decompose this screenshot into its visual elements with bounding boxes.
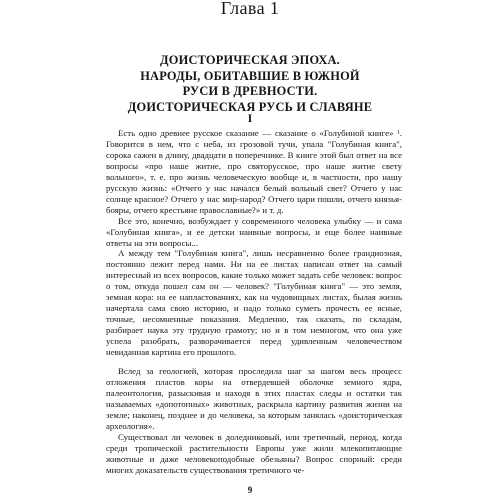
heading-line: РУСИ В ДРЕВНОСТИ. bbox=[182, 84, 318, 98]
chapter-title: Глава 1 bbox=[220, 0, 280, 18]
page-number: 9 bbox=[247, 485, 253, 495]
heading-line: ДОИСТОРИЧЕСКАЯ РУСЬ И СЛАВЯНЕ bbox=[127, 99, 373, 114]
chapter-heading bbox=[120, 53, 380, 115]
heading-line: ДОИСТОРИЧЕСКАЯ ЭПОХА. bbox=[160, 53, 340, 67]
body-text bbox=[106, 128, 402, 476]
paragraph: Вслед за геологией, которая проследила шаг за шагом весь процесс отложения пластов коры на отвердевшей оболочке земного ядра, палеонтология, разыскивая и находя в этих пластах следы и остатки так называемых «допотопных» животных, раскрыла картину развития жизни на земле; наконец, позднее и до человека, за которым занялась «доисторическая археология». bbox=[106, 366, 402, 431]
paragraph: Существовал ли человек в доледниковый, или третичный, период, когда среди тропической растительности Европы уже жили млекопитающие животные и даже человекоподобные обезьяны? Вопрос спорный: среди многих доказательств существования третичного че- bbox=[106, 431, 402, 475]
heading-line: НАРОДЫ, ОБИТАВШИЕ В ЮЖНОЙ bbox=[140, 68, 360, 83]
paragraph: Все это, конечно, возбуждает у современного человека улыбку — и сама «Голубиная книга», и ее детски наивные вопросы, и еще более наивные ответы на эти вопросы... bbox=[106, 215, 402, 248]
paragraph: А между тем "Голубиная книга", лишь несравненно более грандиозная, постоянно лежит перед нами. Ни на ее листах написан ответ на самый интересный из всех вопросов, какие только может задать себе человек: вопрос о том, откуда пошел сам он — человек? "Голубиная книга" — это земля, земная кора: на ее напластованиях, как на чудовищных листах, былая жизнь начертала сама свою историю, и надо только суметь прочесть ее ясные, точные, несомненные показания. Медленно, так сказать, по складам, разбирает наука эту трудную грамоту; но и в том немногом, что она уже успела разобрать, разворачивается перед удивленным человечеством невиданная картина его прошлого. bbox=[106, 248, 402, 358]
section-number: I bbox=[247, 111, 253, 125]
paragraph: Есть одно древнее русское сказание — сказание о «Голубиной книге» ¹. Говорится в нем, что с неба, из грозовой тучи, упала "Голубиная книга", сорока сажен в длину, двадцати в поперечнике. В книге этой был ответ на все вопросы «про наше житие, про святорусское, про наше житие свету вольного», т. е. про жизнь человеческую вообще и, в частности, про нашу русскую жизнь: «Отчего у нас начался белый вольный свет? Отчего у нас солнце красное? Отчего у нас мир-народ? Отчего цари пошли, отчего князья-бояры, отчего крестьяне православные?» и т. д. bbox=[106, 128, 402, 215]
